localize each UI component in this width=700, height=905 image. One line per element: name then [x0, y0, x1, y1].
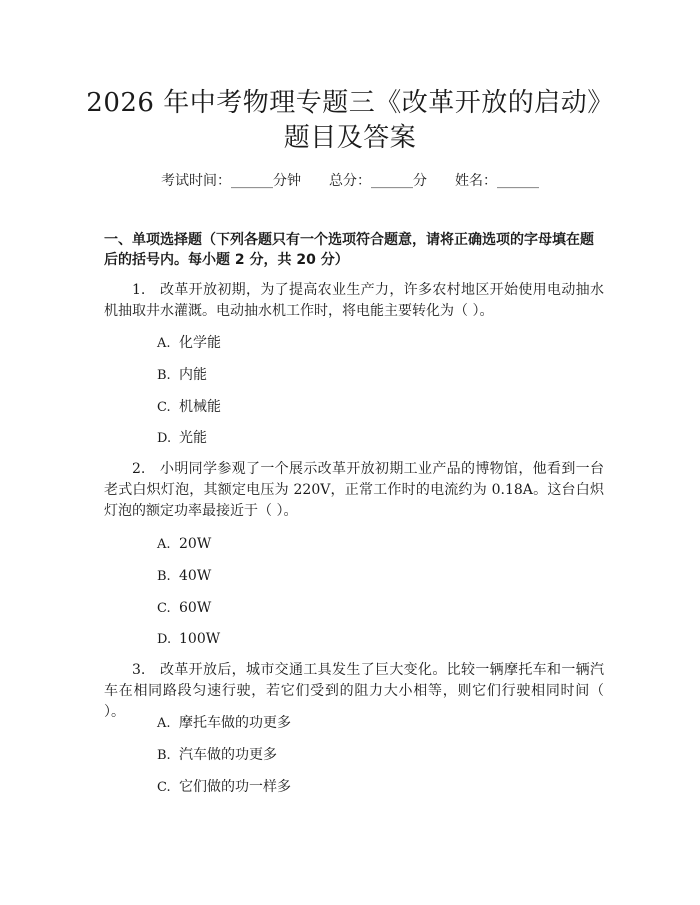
option-letter: B.	[157, 569, 171, 584]
option-text: 内能	[179, 367, 207, 383]
option-letter: A.	[157, 336, 171, 351]
option-text: 机械能	[179, 399, 221, 415]
option-letter: D.	[157, 632, 172, 647]
question-2-text: 2. 小明同学参观了一个展示改革开放初期工业产品的博物馆，他看到一台老式白炽灯泡，其额定电压为 220V，正常工作时的电流约为 0.18A。这台白炽灯泡的额定功率最接近于（ ）。	[104, 461, 604, 519]
option-text: 60W	[179, 600, 212, 616]
option-text: 汽车做的功更多	[179, 747, 277, 763]
question-3-option-c	[157, 777, 291, 798]
option-text: 40W	[179, 568, 212, 584]
option-text: 光能	[179, 430, 207, 446]
page-title: 2026 年中考物理专题三《改革开放的启动》	[86, 88, 614, 118]
option-letter: B.	[157, 368, 171, 383]
question-1-option-d	[157, 428, 207, 449]
option-letter: D.	[157, 431, 172, 446]
option-letter: C.	[157, 400, 171, 415]
option-letter: B.	[157, 748, 171, 763]
option-letter: C.	[157, 780, 171, 795]
option-text: 摩托车做的功更多	[179, 715, 291, 731]
question-3-option-b	[157, 745, 277, 766]
option-letter: C.	[157, 601, 171, 616]
option-text: 100W	[179, 631, 221, 647]
option-text: 20W	[179, 536, 212, 552]
option-letter: A.	[157, 537, 171, 552]
question-2-option-b	[157, 566, 211, 587]
page-subtitle: 题目及答案	[283, 123, 417, 153]
question-1-option-a	[157, 333, 221, 354]
question-1-option-b	[157, 365, 207, 386]
question-2-option-d	[157, 629, 220, 650]
question-2-option-c	[157, 598, 211, 619]
question-2-option-a	[157, 534, 211, 555]
option-text: 它们做的功一样多	[179, 779, 291, 795]
question-3-option-a	[157, 713, 291, 734]
question-1-text: 1. 改革开放初期，为了提高农业生产力，许多农村地区开始使用电动抽水机抽取井水灌溉。电动抽水机工作时，将电能主要转化为（ ）。	[104, 282, 604, 319]
option-text: 化学能	[179, 335, 221, 351]
question-3-text: 3. 改革开放后，城市交通工具发生了巨大变化。比较一辆摩托车和一辆汽车在相同路段匀速行驶，若它们受到的阻力大小相等，则它们行驶相同时间（ ）。	[104, 662, 604, 720]
option-letter: A.	[157, 716, 171, 731]
section-heading: 一、单项选择题（下列各题只有一个选项符合题意，请将正确选项的字母填在题后的括号内。每小题 2 分，共 20 分）	[104, 232, 594, 268]
question-1-option-c	[157, 397, 221, 418]
exam-info-line: 考试时间：______分钟 总分：______分 姓名：______	[161, 173, 539, 189]
